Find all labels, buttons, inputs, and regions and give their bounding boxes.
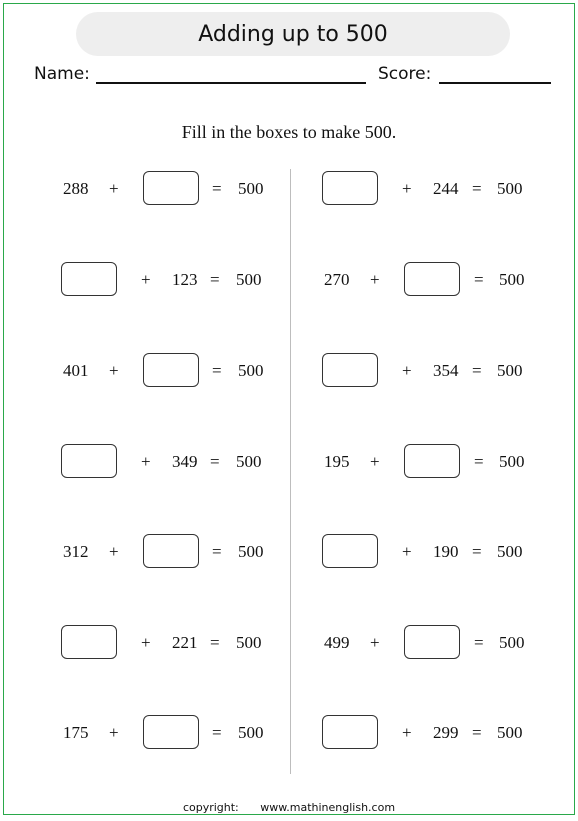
equals-sign: = bbox=[210, 633, 220, 652]
answer-box[interactable] bbox=[61, 262, 117, 296]
equation-row bbox=[320, 353, 535, 389]
plus-sign: + bbox=[109, 723, 119, 742]
target-number: 500 bbox=[497, 179, 523, 198]
equals-sign: = bbox=[212, 179, 222, 198]
plus-sign: + bbox=[370, 452, 380, 471]
equation-row bbox=[59, 534, 274, 570]
score-field-line[interactable] bbox=[439, 82, 551, 84]
plus-sign: + bbox=[402, 361, 412, 380]
equation-row bbox=[59, 444, 274, 480]
given-number: 354 bbox=[433, 361, 459, 380]
plus-sign: + bbox=[370, 270, 380, 289]
equals-sign: = bbox=[212, 361, 222, 380]
instructions: Fill in the boxes to make 500. bbox=[181, 122, 397, 142]
score-label: Score: bbox=[378, 64, 432, 84]
answer-box[interactable] bbox=[404, 444, 460, 478]
target-number: 500 bbox=[499, 452, 525, 471]
target-number: 500 bbox=[497, 723, 523, 742]
answer-box[interactable] bbox=[404, 625, 460, 659]
given-number: 190 bbox=[433, 542, 459, 561]
equals-sign: = bbox=[472, 542, 482, 561]
target-number: 500 bbox=[236, 633, 262, 652]
equation-row bbox=[59, 353, 274, 389]
equation-row bbox=[59, 715, 274, 751]
given-number: 244 bbox=[433, 179, 459, 198]
plus-sign: + bbox=[109, 542, 119, 561]
answer-box[interactable] bbox=[61, 625, 117, 659]
answer-box[interactable] bbox=[143, 715, 199, 749]
target-number: 500 bbox=[238, 179, 264, 198]
plus-sign: + bbox=[402, 179, 412, 198]
given-number: 499 bbox=[324, 633, 350, 652]
given-number: 288 bbox=[63, 179, 89, 198]
equals-sign: = bbox=[474, 633, 484, 652]
equation-row bbox=[59, 171, 274, 207]
plus-sign: + bbox=[109, 361, 119, 380]
website-link[interactable]: www.mathinenglish.com bbox=[260, 801, 396, 814]
name-score-row bbox=[34, 64, 546, 88]
given-number: 401 bbox=[63, 361, 89, 380]
target-number: 500 bbox=[497, 542, 523, 561]
target-number: 500 bbox=[236, 452, 262, 471]
answer-box[interactable] bbox=[322, 534, 378, 568]
target-number: 500 bbox=[236, 270, 262, 289]
equation-row bbox=[320, 715, 535, 751]
target-number: 500 bbox=[499, 270, 525, 289]
worksheet-title: Adding up to 500 bbox=[76, 12, 510, 56]
given-number: 299 bbox=[433, 723, 459, 742]
answer-box[interactable] bbox=[143, 353, 199, 387]
answer-box[interactable] bbox=[322, 715, 378, 749]
column-divider bbox=[290, 169, 291, 774]
equation-row bbox=[320, 534, 535, 570]
given-number: 349 bbox=[172, 452, 198, 471]
equals-sign: = bbox=[472, 361, 482, 380]
answer-box[interactable] bbox=[404, 262, 460, 296]
plus-sign: + bbox=[141, 452, 151, 471]
target-number: 500 bbox=[497, 361, 523, 380]
equals-sign: = bbox=[474, 452, 484, 471]
plus-sign: + bbox=[109, 179, 119, 198]
equation-row bbox=[320, 444, 535, 480]
given-number: 195 bbox=[324, 452, 350, 471]
plus-sign: + bbox=[141, 270, 151, 289]
equals-sign: = bbox=[210, 452, 220, 471]
given-number: 312 bbox=[63, 542, 89, 561]
worksheet-page bbox=[3, 3, 575, 815]
plus-sign: + bbox=[402, 723, 412, 742]
given-number: 175 bbox=[63, 723, 89, 742]
name-label: Name: bbox=[34, 64, 90, 84]
equation-row bbox=[59, 262, 274, 298]
equation-row bbox=[59, 625, 274, 661]
target-number: 500 bbox=[499, 633, 525, 652]
answer-box[interactable] bbox=[322, 353, 378, 387]
given-number: 270 bbox=[324, 270, 350, 289]
copyright-label: copyright: bbox=[182, 801, 239, 814]
plus-sign: + bbox=[141, 633, 151, 652]
equals-sign: = bbox=[472, 723, 482, 742]
target-number: 500 bbox=[238, 542, 264, 561]
target-number: 500 bbox=[238, 361, 264, 380]
equals-sign: = bbox=[210, 270, 220, 289]
answer-box[interactable] bbox=[61, 444, 117, 478]
answer-box[interactable] bbox=[143, 534, 199, 568]
equals-sign: = bbox=[212, 723, 222, 742]
target-number: 500 bbox=[238, 723, 264, 742]
footer bbox=[4, 801, 574, 814]
given-number: 221 bbox=[172, 633, 198, 652]
answer-box[interactable] bbox=[322, 171, 378, 205]
given-number: 123 bbox=[172, 270, 198, 289]
equals-sign: = bbox=[474, 270, 484, 289]
equals-sign: = bbox=[472, 179, 482, 198]
name-field-line[interactable] bbox=[96, 82, 366, 84]
equation-row bbox=[320, 625, 535, 661]
plus-sign: + bbox=[402, 542, 412, 561]
plus-sign: + bbox=[370, 633, 380, 652]
equation-row bbox=[320, 262, 535, 298]
equals-sign: = bbox=[212, 542, 222, 561]
equation-row bbox=[320, 171, 535, 207]
answer-box[interactable] bbox=[143, 171, 199, 205]
